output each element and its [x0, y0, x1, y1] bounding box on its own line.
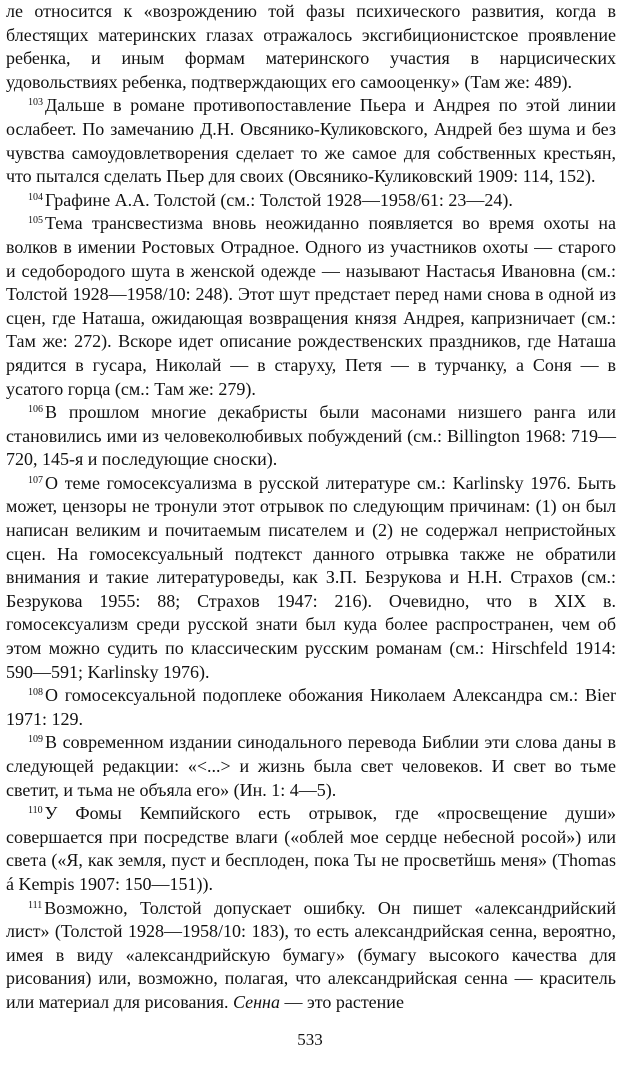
- footnote-text: О теме гомосексуализма в русской литературе см.: Karlinsky 1976. Быть может, цензоры не тронули этот отрывок по следующим причинам: (1) он был написан великим и почитаемым писателем и (2) не содержал непристойных сцен. На гомосексуальный подтекст данного отрывка также не обратили внимания и такие литературоведы, как З.П. Безрукова и Н.Н. Страхов (см.: Безрукова 1955: 88; Страхов 1947: 216). Очевидно, что в XIX в. гомосексуализм среди русской знати был куда более распространен, чем об этом можно судить по классическим русским романам (см.: Hirschfeld 1914: 590—591; Karlinsky 1976).: [6, 472, 616, 682]
- footnote-111: [6, 897, 616, 1015]
- footnote-text: В современном издании синодального перевода Библии эти слова даны в следующей редакции: «<...> и жизнь была свет человеков. И свет во тьме светит, и тьма не объяла его» (Ин. 1: 4—5).: [6, 732, 616, 800]
- footnote-text: Графине А.А. Толстой (см.: Толстой 1928—1958/61: 23—24).: [45, 189, 513, 210]
- footnote-text: Дальше в романе противопоставление Пьера и Андрея по этой линии ослабеет. По замечанию Д.Н. Овсянико-Куликовского, Андрей без шума и без чувства самоудовлетворения сделает то же самое для собственных крестьян, что пытался сделать Пьер для своих (Овсянико-Куликовский 1909: 114, 152).: [6, 95, 616, 187]
- footnote-text: Тема трансвестизма вновь неожиданно появляется во время охоты на волков в имении Ростовых Отрадное. Одного из участников охоты — старого и седобородого шута в женской одежде — называют Настасья Ивановна (см.: Толстой 1928—1958/10: 248). Этот шут предстает перед нами снова в одной из сцен, где Наташа, ожидающая возвращения князя Андрея, капризничает (см.: Там же: 272). Вскоре идет описание рождественских праздников, где Наташа рядится в гусара, Николай — в старуху, Петя — в турчанку, а Соня — в усатого горца (см.: Там же: 279).: [6, 213, 616, 399]
- footnote-106: [6, 401, 616, 472]
- footnote-number: 105: [28, 215, 43, 227]
- footnote-text-part: Возможно, Толстой допускает ошибку. Он пишет «александрийский лист» (Толстой 1928—1958/10: 183), то есть александрийская сенна, вероятно, имея в виду «александрийскую бумагу» (бумагу высокого качества для рисования) или, возможно, полагая, что александрийская сенна — краситель или материал для рисования.: [6, 897, 616, 1012]
- footnote-text: ле относится к «возрождению той фазы психического развития, когда в блестящих материнских глазах отражалось эксгибиционистское проявление ребенка, и иным формам материнского участия в нарцисических удовольствиях ребенка, подтверждающих его самооценку» (Там же: 489).: [6, 1, 616, 92]
- footnote-103: [6, 94, 616, 188]
- footnote-number: 104: [28, 191, 43, 203]
- footnote-105: [6, 212, 616, 401]
- footnote-number: 111: [28, 899, 43, 911]
- footnote-number: 110: [28, 805, 43, 817]
- footnote-text: В прошлом многие декабристы были масонами низшего ранга или становились ими из человеколюбивых побуждений (см.: Billington 1968: 719—720, 145-я и последующие сноски).: [6, 402, 616, 470]
- footnote-number: 107: [28, 474, 43, 486]
- footnote-110: [6, 802, 616, 896]
- footnote-text: О гомосексуальной подоплеке обожания Николаем Александра см.: Bier 1971: 129.: [6, 685, 616, 729]
- footnote-number: 109: [28, 734, 43, 746]
- footnote-text-part: — это растение: [279, 991, 404, 1012]
- footnote-number: 103: [28, 97, 43, 109]
- footnote-number: 106: [28, 404, 43, 416]
- footnote-emphasis: Сенна: [233, 991, 280, 1012]
- footnote-continuation: [6, 0, 616, 94]
- footnote-number: 108: [28, 687, 43, 699]
- footnote-text: [6, 898, 616, 1012]
- footnote-108: [6, 684, 616, 731]
- footnote-109: [6, 731, 616, 802]
- page-number: 533: [297, 1030, 323, 1049]
- footnote-text: У Фомы Кемпийского есть отрывок, где «просвещение души» совершается при посредстве влаги («облей мое сердце небесной росой») или света («Я, как земля, пуст и бесплоден, пока Ты не просветйшь меня» (Thomas á Kempis 1907: 150—151)).: [6, 803, 616, 894]
- document-page: [6, 0, 616, 1015]
- footnote-104: [6, 189, 616, 213]
- footnote-107: [6, 472, 616, 684]
